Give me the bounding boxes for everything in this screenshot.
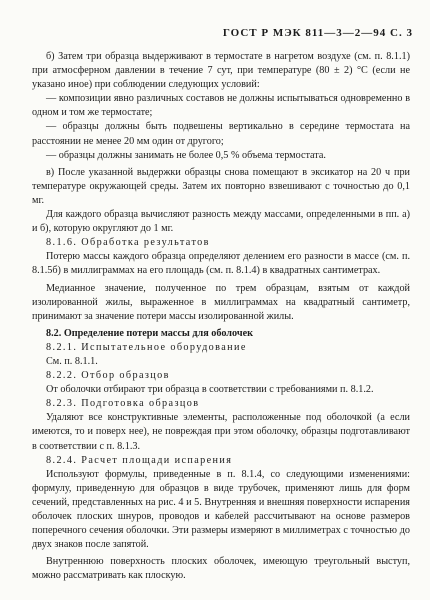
paragraph-condition-suspension: — образцы должны быть подвешены вертикально в середине термостата на расстоянии не менее 20 мм один от другого; bbox=[32, 121, 410, 147]
paragraph-condition-compositions: — композиции явно различных составов не должны испытываться одновременно в одном и том же термостате; bbox=[32, 93, 410, 119]
paragraph-formulas: Используют формулы, приведенные в п. 8.1.4, со следующими изменениями: формулу, приведенную для образцов в виде трубочек, применяют лишь для форм сечений, представленных на рис. 4 и 5. Внутренняя и внешняя поверхности испарения оболочек плоских шнуров, проводов и кабелей рассчитывают на основе размеров поперечного сечения оболочки. Эти размеры измеряют в миллиметрах с точностью до двух знаков после запятой. bbox=[32, 468, 410, 551]
paragraph-preparation: Удаляют все конструктивные элементы, расположенные под оболочкой (а если имеются, то и поверх нее), не повреждая при этом оболочку, образцы подготавливают в соответствии с п. 8.1.3. bbox=[32, 412, 410, 452]
section-heading-8-2-3: 8.2.3. Подготовка образцов bbox=[46, 398, 200, 410]
paragraph-see-8-1-1: См. п. 8.1.1. bbox=[46, 355, 98, 367]
paragraph-condition-volume: — образцы должны занимать не более 0,5 % объема термостата. bbox=[46, 149, 326, 161]
section-heading-8-1-6: 8.1.6. Обработка результатов bbox=[46, 237, 210, 249]
paragraph-v-desiccator: в) После указанной выдержки образцы снова помещают в эксикатор на 20 ч при температуре окружающей среды. Затем их повторно взвешивают с точностью до 0,1 мг. bbox=[32, 166, 410, 206]
section-heading-8-2-1: 8.2.1. Испытательное оборудование bbox=[46, 341, 247, 353]
paragraph-inner-surface: Внутреннюю поверхность плоских оболочек, имеющую треугольный выступ, можно рассматривать как плоскую. bbox=[32, 556, 410, 582]
paragraph-mass-loss: Потерю массы каждого образца определяют делением его разности в массе (см. п. 8.1.5б) в миллиграммах на его площадь (см. п. 8.1.4) в квадратных сантиметрах. bbox=[32, 251, 410, 277]
page-header: ГОСТ Р МЭК 811—3—2—94 С. 3 bbox=[222, 27, 413, 39]
document-body bbox=[32, 50, 410, 583]
paragraph-b-heat-aging: б) Затем три образца выдерживают в термостате в нагретом воздухе (см. п. 8.1.1) при атмосферном давлении в течение 7 сут, при температуре (80 ± 2) °С (если не указано иное) при соблюдении следующих условий: bbox=[32, 51, 410, 91]
section-heading-8-2-4: 8.2.4. Расчет площади испарения bbox=[46, 454, 233, 466]
section-heading-8-2-2: 8.2.2. Отбор образцов bbox=[46, 370, 170, 382]
paragraph-mass-difference: Для каждого образца вычисляют разность между массами, определенными в пп. а) и б), которую округляют до 1 мг. bbox=[32, 209, 410, 235]
paragraph-sampling: От оболочки отбирают три образца в соответствии с требованиями п. 8.1.2. bbox=[46, 384, 374, 396]
paragraph-median-value: Медианное значение, полученное по трем образцам, взятым от каждой изолированной жилы, выраженное в миллиграммах на квадратный сантиметр, принимают за значение потери массы изолированной жилы. bbox=[32, 282, 410, 322]
section-heading-8-2: 8.2. Определение потери массы для оболочек bbox=[46, 327, 253, 339]
